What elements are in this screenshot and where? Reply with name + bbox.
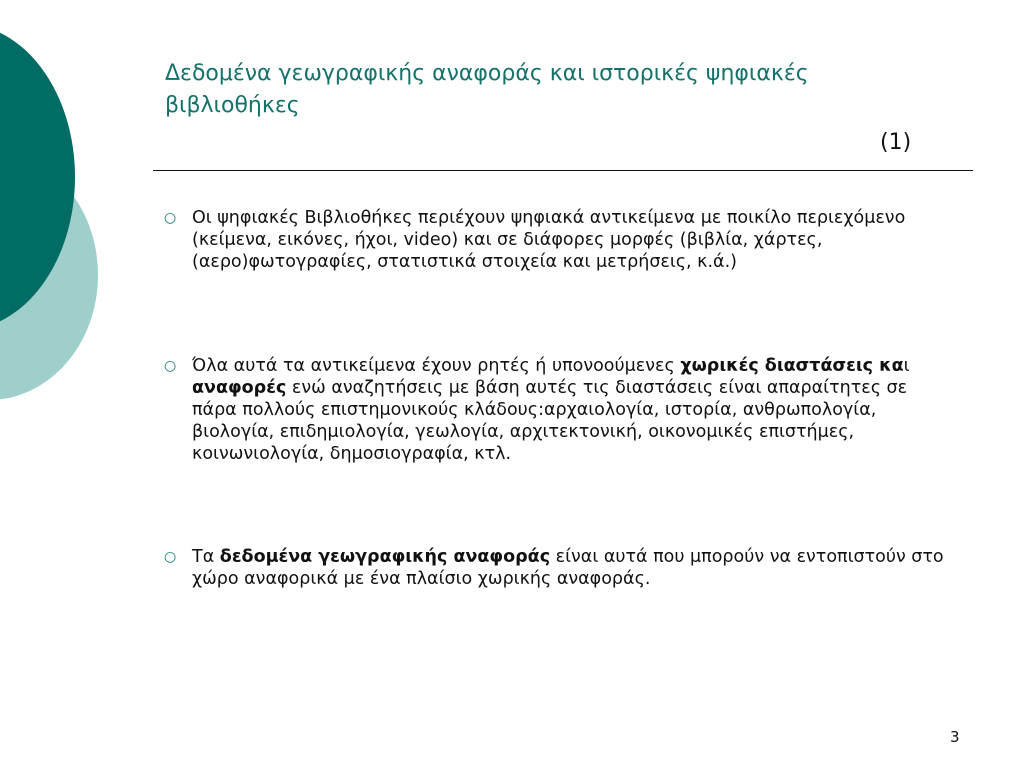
bullet-text-2 — [192, 355, 954, 465]
bullet-circle-icon: ○ — [164, 210, 177, 226]
slide-title: Δεδομένα γεωγραφικής αναφοράς και ιστορικές ψηφιακές βιβλιοθήκες — [165, 61, 809, 118]
bullet-3-text-part-1: Τα — [192, 547, 220, 567]
bullet-text-3 — [192, 546, 954, 590]
bullet-2-text-part-1: Όλα αυτά τα αντικείμενα έχουν ρητές ή υπονοούμενες — [192, 356, 681, 376]
bullet-text-1: Οι ψηφιακές Βιβλιοθήκες περιέχουν ψηφιακά αντικείμενα με ποικίλο περιεχόμενο (κείμενα, εικόνες, ήχοι, video) και σε διάφορες μορφές (βιβλία, χάρτες, (αερο)φωτογραφίες, στατιστικά στοιχεία και μετρήσεις, κ.ά.) — [192, 208, 906, 272]
bullet-2-bold-references: αναφορές — [192, 378, 287, 398]
bullet-item-3 — [164, 546, 954, 590]
bullet-2-text-part-3: ενώ αναζητήσεις με βάση αυτές τις διαστάσεις είναι απαραίτητες σε πάρα πολλούς επιστημονικούς κλάδους:αρχαιολογία, ιστορία, ανθρωπολογία, βιολογία, επιδημιολογία, γεωλογία, αρχιτεκτονική, οικονομικές επιστήμες, κοινωνιολογία, δημοσιογραφία, κτλ. — [192, 378, 908, 464]
slide-title-number: (1) — [880, 130, 912, 155]
bullet-3-text-part-2: είναι αυτά που μπορούν να εντοπιστούν στο χώρο αναφορικά με ένα πλαίσιο χωρικής αναφοράς. — [192, 547, 944, 589]
bullet-item-2 — [164, 355, 954, 465]
bullet-2-text-part-2: ι — [903, 356, 910, 376]
bullet-3-bold-geodata: δεδομένα γεωγραφικής αναφοράς — [219, 547, 551, 567]
bullet-2-bold-spatial: χωρικές διαστάσεις κα — [680, 356, 904, 376]
bullet-circle-icon: ○ — [164, 549, 177, 565]
page-number: 3 — [950, 728, 960, 746]
title-divider — [153, 170, 973, 171]
bullet-circle-icon: ○ — [164, 358, 177, 374]
bullet-item-1 — [164, 207, 954, 273]
